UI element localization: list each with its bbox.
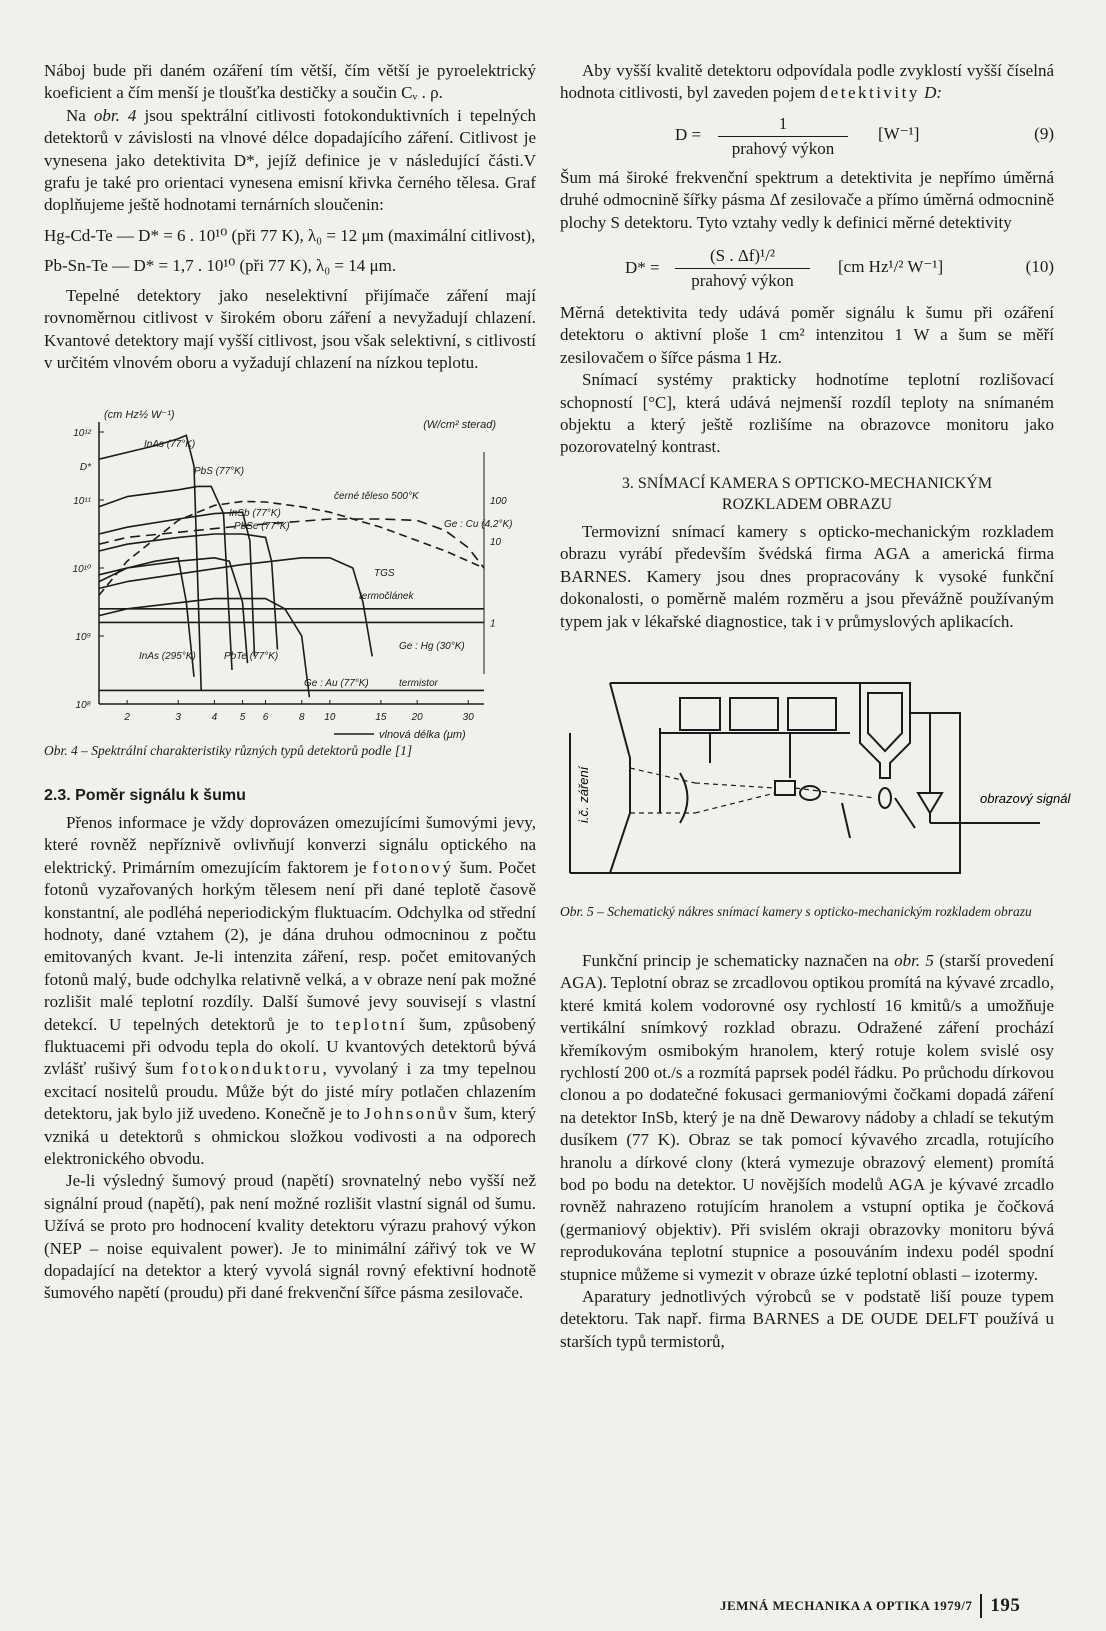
paragraph: Měrná detektivita tedy udává poměr signálu k šumu při ozáření detektoru o aktivní ploše 1 cm² intenzitou 1 W a šum se měří zesilovačem o šířce pásma 1 Hz. bbox=[560, 303, 1054, 367]
x-axis-label: vlnová délka (μm) bbox=[379, 729, 466, 742]
electronics-box bbox=[680, 698, 720, 730]
figure-4-caption: Obr. 4 – Spektrální charakteristiky různých typů detektorů podle [1] bbox=[44, 743, 413, 759]
x-tick-label: 5 bbox=[239, 712, 246, 724]
x-tick-label: 20 bbox=[411, 712, 423, 724]
formula-pbsnte: Pb-Sn-Te — D* = 1,7 . 10¹⁰ (při 77 K), λ₀ = 14 μm. bbox=[44, 255, 397, 275]
left-column bbox=[44, 60, 536, 1305]
lens bbox=[800, 786, 820, 800]
section-heading-line: ROZKLADEM OBRAZU bbox=[721, 495, 893, 513]
paragraph: Je-li výsledný šumový proud (napětí) srovnatelný nebo vyšší než signální proud (napětí), pak není možné rozlišit vlastní signál od šumu. Užívá se proto pro hodnocení kvality detektoru výrazu prahový výkon (NEP – noise equivalent power). Je to minimální zářivý tok ve W dopadající na detektor a který vyvolá signál rovný efektivní hodnotě šumového napětí (proudu) při dané frekvenční šířce pásma zesilovače. bbox=[44, 1171, 536, 1303]
section-heading-3 bbox=[560, 473, 1054, 515]
x-tick-label: 10 bbox=[324, 712, 336, 724]
y2-tick-label: 100 bbox=[490, 496, 507, 508]
series-label: Ge : Au (77°K) bbox=[304, 678, 369, 690]
eq9-number: (9) bbox=[1034, 123, 1054, 143]
lens bbox=[879, 788, 891, 808]
y-tick-label: 10⁸ bbox=[75, 700, 91, 712]
eq10-fraction bbox=[675, 245, 810, 293]
x-tick-label: 3 bbox=[175, 712, 181, 724]
electronics-box bbox=[730, 698, 778, 730]
paragraph: Snímací systémy prakticky hodnotíme teplotní rozlišovací schopností [°C], která udává nejmenší rozdíl teploty na snímaném objektu a který ještě rozlišíme na obrazovce monitoru jako pozorovatelný kontrast. bbox=[560, 370, 1054, 457]
x-tick-label: 4 bbox=[211, 712, 218, 724]
series-label: InAs (77°K) bbox=[144, 439, 196, 451]
x-tick-label: 2 bbox=[124, 712, 130, 724]
series-label: Ge : Cu (4,2°K) bbox=[444, 519, 513, 531]
detector-chart bbox=[44, 404, 536, 744]
y-extra-tick-label: D* bbox=[79, 462, 91, 474]
paragraph: Aparatury jednotlivých výrobců se v podstatě liší pouze typem detektoru. Tak např. firma BARNES a DE OUDE DELFT používá u starších typů termistorů, bbox=[560, 1287, 1054, 1351]
electronics-box bbox=[788, 698, 836, 730]
paragraph: Přenos informace je vždy doprovázen omezujícími šumovými jevy, které rovněž nepříznivě ovlivňují konverzi signálu optického na elektrický. Primárním omezujícím faktorem je fotonový šum. Počet fotonů vyzařovaných horkým tělesem není při dané teplotě časově konstantní, ale podléhá neperiodickým fluktuacím. Odchylka od střední hodnoty, dané vztahem (2), je dána druhou odmocninou z počtu emitovaných kvant. Je-li intenzita záření, resp. počet emitovaných fotonů malý, bude odchylka relativně velká, a v obraze není pak možné rozlišit malé teplotní rozdíly. Další šumové jevy souvisejí s vlastní detekcí. U tepelných detektorů je to teplotní šum, způsobený fluktuacemi při odvodu tepla do okolí. U kvantových detektorů bývá zvlášť rušivý šum fotokonduktoru, vyvolaný i za tmy tepelnou excitací nositelů proudu. Může být do jisté míry potlačen chlazením detektoru, jak bylo již uvedeno. Konečně je to Johnsonův šum, který vzniká u detektorů s ohmickou složkou vodivosti a na odporech elektronického obvodu. bbox=[44, 812, 537, 1168]
amplifier-triangle bbox=[918, 793, 942, 813]
eq9-lhs: D = bbox=[675, 124, 702, 144]
divider bbox=[980, 1594, 982, 1618]
eq9-unit: [W⁻¹] bbox=[878, 123, 920, 143]
y2-tick-label: 10 bbox=[490, 537, 502, 549]
y-tick-label: 10¹⁰ bbox=[72, 564, 91, 576]
figure-5 bbox=[560, 673, 1071, 903]
equation-9 bbox=[560, 111, 1054, 161]
x-tick-label: 6 bbox=[262, 712, 269, 724]
x-tick-label: 30 bbox=[462, 712, 474, 724]
paragraph: Tepelné detektory jako neselektivní přijímače záření mají rovnoměrnou citlivost v širokém oboru záření a nevyžadují chlazení. Kvantové detektory mají vyšší citlivost, jsou však selektivní, s citlivostí v určitém vlnovém oboru a vyžadují chlazení na nízkou teplotu. bbox=[44, 285, 536, 373]
series-label: PbSe (77°K) bbox=[234, 521, 290, 533]
eq9-fraction bbox=[718, 113, 848, 161]
y-tick-label: 10¹¹ bbox=[73, 496, 91, 508]
mirror bbox=[842, 803, 850, 838]
y-axis-label: (cm Hz½ W⁻¹) bbox=[104, 409, 175, 422]
eq10-number: (10) bbox=[1025, 257, 1054, 277]
camera-diagram bbox=[560, 673, 1071, 903]
y-tick-label: 10¹² bbox=[73, 428, 91, 440]
series-label: PbS (77°K) bbox=[194, 466, 245, 478]
series-label: Ge : Hg (30°K) bbox=[399, 641, 465, 653]
page-number: 195 bbox=[990, 1595, 1021, 1616]
eq10-lhs: D* = bbox=[625, 258, 660, 278]
page-footer bbox=[720, 1594, 1020, 1618]
label-ir-radiation: i.č. záření bbox=[576, 766, 591, 823]
series-label: termistor bbox=[399, 678, 438, 690]
paragraph: Náboj bude při daném ozáření tím větší, čím větší je pyroelektrický koeficient a čím menší je tloušťka destičky a součin Cᵥ . ρ. bbox=[44, 61, 536, 103]
eq9-denominator: prahový výkon bbox=[731, 139, 835, 159]
series-label: TGS bbox=[374, 568, 395, 580]
paragraph: Funkční princip je schematicky naznačen na obr. 5 (starší provedení AGA). Teplotní obraz se zrcadlovou optikou promítá na kývavé zrcadlo, které kmitá kolem vodorovné osy rychlostí 16 kmitů/s a umožňuje vertikální snímkový rozklad obrazu. Odražené záření prochází křemíkovým osmibokým hranolem, který rotuje kolem svislé osy rychlostí 200 ot./s a rozmítá paprsek podél řádku. Po průchodu dírkovou clonou a po dodatečné fokusaci germaniovými čočkami dopadá záření na detektor InSb, který je na dně Dewarovy nádoby a chladí se tekutým dusíkem (77 K). Obraz se tak pomocí kývavého zrcadla, rotujícího hranolu a dírkové clony (která vymezuje obrazový element) promítá bod po bodu na detektor. U novějších modelů AGA je kývavé zrcadlo rovněž nahrazeno rotujícím hranolem a vstupní optika je čočková (germaniový objektiv). Při svislém okraji obrazovky monitoru bývá reprodukována teplotní stupnice a posouváním indexu podél spodní stupnice můžeme si vymezit v obraze úzké teplotní oblasti – izotermy. bbox=[560, 950, 1055, 1284]
series-label: termočlánek bbox=[359, 591, 414, 603]
y2-tick-label: 1 bbox=[490, 618, 496, 630]
x-tick-label: 15 bbox=[375, 712, 387, 724]
paragraph: Termovizní snímací kamery s opticko-mechanickým rozkladem obrazu vyrábí především švédská firma AGA a americká firma BARNES. Kamery jsou dnes propracovány k vysoké funkční dokonalosti, o poměrně malém rozměru a jsou převážně používaným typem jak v lékařské diagnostice, tak i v průmyslových aplikacích. bbox=[560, 521, 1054, 631]
right-column bbox=[560, 60, 1071, 1353]
figure-4 bbox=[44, 404, 536, 744]
formula-hgcdte: Hg-Cd-Te — D* = 6 . 10¹⁰ (při 77 K), λ₀ = 12 μm (maximální citlivost), bbox=[44, 225, 536, 245]
y-tick-label: 10⁹ bbox=[75, 632, 91, 644]
paragraph: Na obr. 4 jsou spektrální citlivosti fotokonduktivních i tepelných detektorů v závislosti na vlnové délce dopadajícího záření. Citlivost je vynesena jako detektivita D*, jejíž definice je v následující části.V grafu je také pro orientaci vynesena emisní křivka černého tělesa. Graf doplňujeme ještě hodnotami ternárních sloučenin: bbox=[44, 105, 537, 215]
eq10-unit: [cm Hz¹/² W⁻¹] bbox=[838, 257, 944, 277]
series-label: InAs (295°K) bbox=[139, 651, 196, 663]
label-video-signal: obrazový signál bbox=[980, 790, 1071, 806]
section-heading: 2.3. Poměr signálu k šumu bbox=[44, 787, 246, 805]
x-tick-label: 8 bbox=[298, 712, 305, 724]
series-label: černé těleso 500°K bbox=[334, 491, 419, 503]
journal-name: JEMNÁ MECHANIKA A OPTIKA 1979/7 bbox=[720, 1598, 973, 1613]
section-heading-line: 3. SNÍMACÍ KAMERA S OPTICKO-MECHANICKÝM bbox=[621, 474, 993, 492]
paragraph: Aby vyšší kvalitě detektoru odpovídala podle zvyklostí vyšší číselná hodnota citlivosti, byl zaveden pojem detektivity D: bbox=[560, 61, 1054, 103]
series-label: InSb (77°K) bbox=[229, 508, 281, 520]
prism bbox=[775, 781, 795, 795]
figure-5-caption: Obr. 5 – Schematický nákres snímací kamery s opticko-mechanickým rozkladem obrazu bbox=[560, 903, 1032, 919]
eq10-denominator: prahový výkon bbox=[691, 271, 794, 291]
series-line bbox=[99, 502, 484, 596]
equation-10 bbox=[560, 242, 1054, 296]
series-label: PbTe (77°K) bbox=[224, 651, 279, 663]
y2-axis-label: (W/cm² sterad) bbox=[423, 419, 496, 432]
camera-housing bbox=[610, 683, 960, 873]
eq10-numerator: (S . Δf)¹/² bbox=[675, 245, 810, 269]
paragraph: Šum má široké frekvenční spektrum a detektivita je nepřímo úměrná druhé odmocnině šířky pásma Δf zesilovače a přímo úměrná odmocnině plochy S detektoru. Tyto vztahy vedly k definici měrné detektivity bbox=[560, 167, 1054, 232]
eq9-numerator: 1 bbox=[718, 113, 848, 137]
